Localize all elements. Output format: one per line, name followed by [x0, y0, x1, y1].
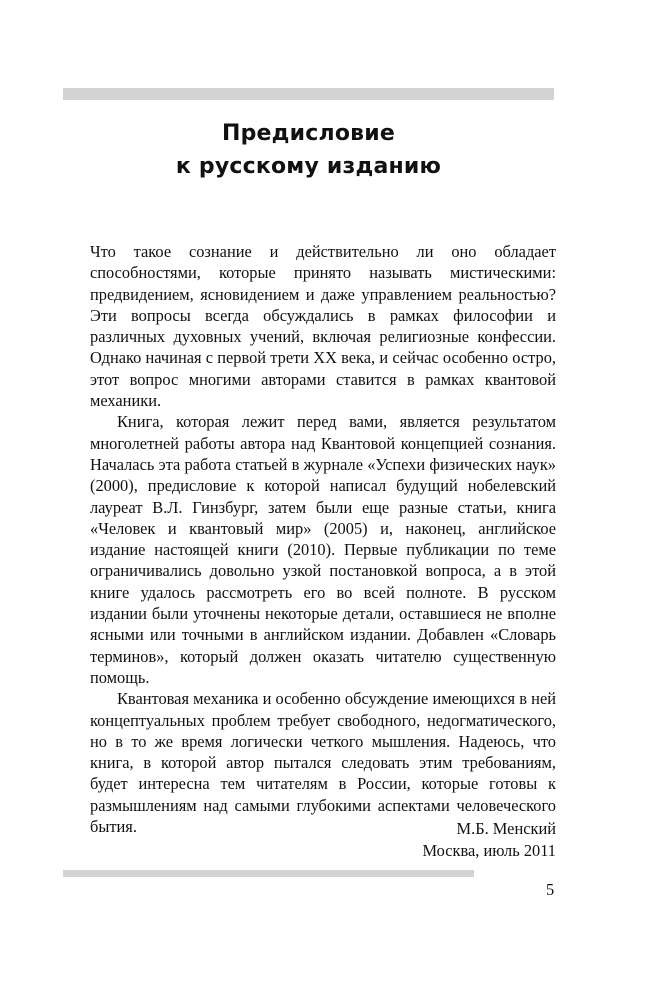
page-number: 5: [546, 880, 555, 899]
title-line-2: к русскому изданию: [175, 154, 442, 179]
top-rule: [63, 88, 554, 100]
signature-author: М.Б. Менский: [456, 819, 556, 838]
paragraph-2: Книга, которая лежит перед вами, является результатом многолетней работы автора над Квантовой концепцией сознания. Началась эта работа статьей в журнале «Успехи физических наук» (2000), предисловие к которой написал будущий нобелевский лауреат В.Л. Гинзбург, затем были еще разные статьи, книга «Человек и квантовый мир» (2005) и, наконец, английское издание настоящей книги (2010). Первые публикации по теме ограничивались довольно узкой постановкой вопроса, а в этой книге удалось рассмотреть его во всей полноте. В русском издании были уточнены некоторые детали, оставшиеся не вполне ясными или точными в английском издании. Добавлен «Словарь терминов», который должен оказать читателю существенную помощь.: [90, 412, 556, 687]
signature: [422, 818, 556, 861]
paragraph-1: Что такое сознание и действительно ли оно обладает способностями, которые принято называть мистическими: предвидением, ясновидением и даже управлением реальностью? Эти вопросы всегда обсуждались в рамках философии и различных духовных учений, включая религиозные конфессии. Однако начиная с первой трети XX века, и сейчас особенно остро, этот вопрос многими авторами ставится в рамках квантовой механики.: [90, 242, 556, 411]
body-text: [90, 241, 556, 837]
page-title: [63, 117, 554, 183]
signature-place-date: Москва, июль 2011: [422, 840, 556, 860]
bottom-rule: [63, 870, 474, 877]
paragraph-3: Квантовая механика и особенно обсуждение имеющихся в ней концептуальных проблем требует свободного, недогматического, но в то же время логически четкого мышления. Надеюсь, что книга, в которой автор пытался следовать этим требованиям, будет интересна тем читателям в России, которые готовы к размышлениям над самыми глубокими аспектами человеческого бытия.: [90, 689, 556, 837]
title-line-1: Предисловие: [222, 121, 395, 146]
